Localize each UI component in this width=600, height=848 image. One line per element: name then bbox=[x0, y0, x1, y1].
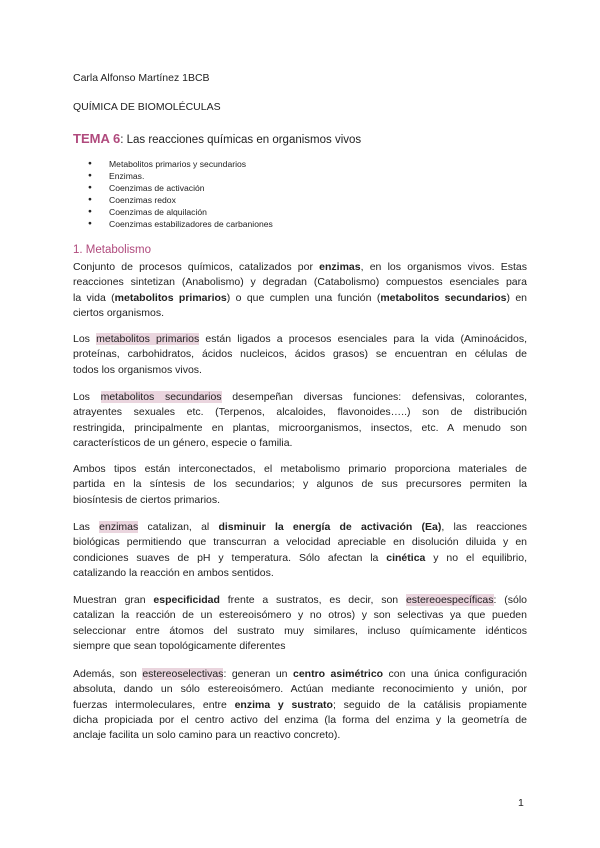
bold-term: cinética bbox=[386, 551, 426, 564]
paragraph-line: proteínas, carbohidratos, ácidos nucleicos, ácidos grasos) se encuentran en células de bbox=[73, 348, 527, 361]
bold-term: disminuir la energía de activación (Ea) bbox=[218, 521, 442, 533]
paragraph-line bbox=[73, 551, 527, 566]
topic-list-item: ● Coenzimas redox bbox=[88, 194, 273, 206]
topic-title: : Las reacciones químicas en organismos vivos bbox=[120, 134, 362, 146]
bold-term: enzimas bbox=[319, 261, 361, 273]
topic-label: TEMA 6 bbox=[73, 131, 121, 146]
bold-term: centro asimétrico bbox=[292, 668, 384, 680]
paragraph-line: reacciones sintetizan (Anabolismo) y degradan (Catabolismo) compuestos esenciales para bbox=[73, 276, 527, 289]
highlighted-term: enzimas bbox=[99, 521, 139, 533]
subject-line: QUÍMICA DE BIOMOLÉCULAS bbox=[73, 101, 221, 113]
text-run: condiciones suaves de pH y temperatura. Sólo afectan la bbox=[73, 551, 387, 564]
highlighted-term: metabolitos secundarios bbox=[100, 391, 222, 403]
paragraph-line: característicos de un género, especie o familia. bbox=[73, 436, 293, 449]
text-run: catalizan, al bbox=[138, 521, 219, 533]
paragraph-enzymes bbox=[73, 520, 527, 581]
paragraph-interconnection bbox=[73, 462, 527, 508]
paragraph-line bbox=[73, 667, 527, 682]
text-run: Las bbox=[73, 521, 100, 533]
paragraph-stereoselectivity bbox=[73, 667, 527, 743]
bold-term: especificidad bbox=[153, 594, 220, 606]
paragraph-line: absoluta, dando un sólo estereoisómero. Actúan mediante reconocimiento y unión, por bbox=[73, 683, 527, 696]
paragraph-line: restringida, principalmente en plantas, microorganismos, insectos, etc. A menudo son bbox=[73, 421, 527, 434]
text-run: fuerzas intermoleculares, entre bbox=[73, 698, 235, 711]
text-run: y no el equilibrio, bbox=[425, 551, 527, 564]
text-run: , las reacciones bbox=[441, 521, 527, 533]
highlighted-term: estereoespecíficas bbox=[405, 594, 494, 606]
topic-list-item: ● Coenzimas estabilizadores de carbaniones bbox=[88, 218, 273, 230]
paragraph-line: partida en la síntesis de los secundarios; y algunos de sus precursores permiten la bbox=[73, 478, 527, 491]
paragraph-line bbox=[73, 698, 527, 713]
topic-list-item: ● Metabolitos primarios y secundarios bbox=[88, 158, 273, 170]
text-run: la vida ( bbox=[73, 291, 115, 304]
paragraph-line: anclaje facilita un solo camino para un reactivo concreto). bbox=[73, 729, 341, 742]
paragraph-line: seleccionar entre átomos del sustrato muy similares, incluso químicamente idénticos bbox=[73, 624, 527, 637]
text-run: Los bbox=[73, 391, 101, 403]
text-run: Muestran gran bbox=[73, 594, 154, 606]
text-run: ) o que cumplen una función ( bbox=[226, 291, 381, 304]
highlighted-term: metabolitos primarios bbox=[96, 333, 200, 345]
paragraph-line: catalizan la reacción de un estereoisómero y no otros) y son selectivas ya que pueden bbox=[73, 609, 527, 622]
paragraph-line: siempre que sean topológicamente diferentes bbox=[73, 639, 286, 652]
paragraph-line: dicha propiciada por el centro activo del enzima (la forma del enzima y la geometría de bbox=[73, 713, 527, 726]
paragraph-line: todos los organismos vivos. bbox=[73, 363, 202, 376]
paragraph-line: biológicas permitiendo que transcurran a velocidad apreciable en disolución diluida y en bbox=[73, 536, 527, 549]
text-run: : generan un bbox=[223, 668, 293, 680]
paragraph-specificity bbox=[73, 593, 527, 654]
topic-list-item: ● Coenzimas de activación bbox=[88, 182, 273, 194]
text-run: frente a sustratos, es decir, son bbox=[219, 594, 406, 606]
paragraph-line bbox=[73, 332, 527, 347]
paragraph-line bbox=[73, 260, 527, 275]
text-run: están ligados a procesos esenciales para la vida (Aminoácidos, bbox=[199, 333, 527, 345]
page-number: 1 bbox=[518, 797, 524, 809]
text-run: ) en bbox=[506, 291, 527, 304]
paragraph-line: biosíntesis de ciertos primarios. bbox=[73, 493, 221, 506]
text-run: ; seguido de la catálisis propiamente bbox=[332, 698, 527, 711]
paragraph-line bbox=[73, 291, 527, 306]
text-run: Conjunto de procesos químicos, catalizados por bbox=[73, 261, 320, 273]
text-run: desempeñan diversas funciones: defensivas, colorantes, bbox=[221, 391, 527, 403]
paragraph-definition bbox=[73, 260, 527, 321]
paragraph-line bbox=[73, 520, 527, 535]
topic-list-item: ● Coenzimas de alquilación bbox=[88, 206, 273, 218]
text-run: : (sólo bbox=[493, 594, 527, 606]
topic-list bbox=[88, 158, 273, 230]
paragraph-line: Ambos tipos están interconectados, el metabolismo primario proporciona materiales de bbox=[73, 463, 527, 475]
text-run: , en los organismos vivos. Estas bbox=[360, 261, 527, 273]
text-run: Además, son bbox=[73, 668, 143, 680]
bold-term: metabolitos primarios bbox=[114, 291, 227, 304]
paragraph-line bbox=[73, 390, 527, 405]
paragraph-primary-metabolites bbox=[73, 332, 527, 378]
section-heading: 1. Metabolismo bbox=[73, 244, 151, 256]
highlighted-term: estereoselectivas bbox=[142, 668, 224, 680]
paragraph-secondary-metabolites bbox=[73, 390, 527, 451]
topic-list-item: ● Enzimas. bbox=[88, 170, 273, 182]
paragraph-line: ciertos organismos. bbox=[73, 306, 165, 319]
author-line: Carla Alfonso Martínez 1BCB bbox=[73, 72, 210, 84]
bold-term: metabolitos secundarios bbox=[380, 291, 507, 304]
text-run: Los bbox=[73, 333, 97, 345]
paragraph-line: catalizando la reacción en ambos sentidos. bbox=[73, 566, 274, 579]
topic-heading bbox=[73, 131, 361, 146]
text-run: con una única configuración bbox=[383, 668, 527, 680]
paragraph-line bbox=[73, 593, 527, 608]
paragraph-line: atrayentes sexuales etc. (Terpenos, alcaloides, flavonoides…..) son de distribución bbox=[73, 406, 527, 419]
bold-term: enzima y sustrato bbox=[234, 698, 333, 711]
